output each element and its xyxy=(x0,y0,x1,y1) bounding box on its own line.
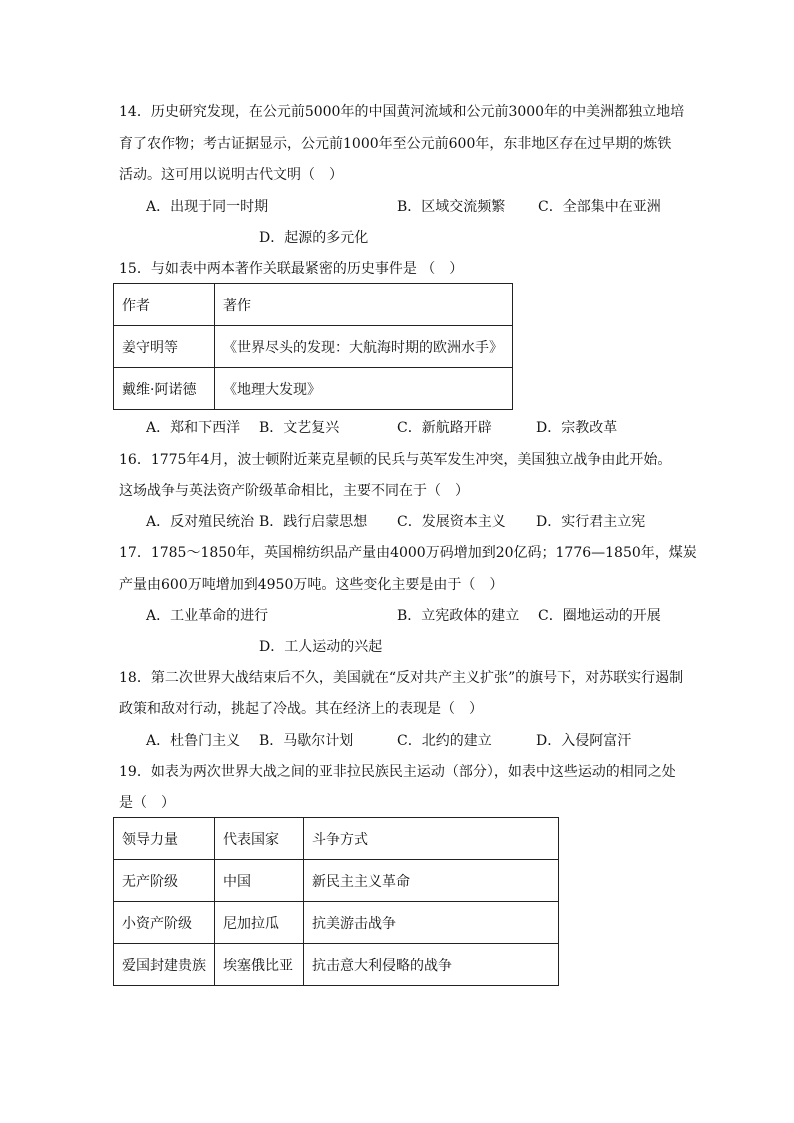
table-cell: 《世界尽头的发现：大航海时期的欧洲水手》 xyxy=(215,326,513,368)
table-cell: 小资产阶级 xyxy=(114,902,215,944)
table-cell: 无产阶级 xyxy=(114,860,215,902)
table-cell: 尼加拉瓜 xyxy=(215,902,304,944)
table-header-cell: 作者 xyxy=(114,284,215,326)
q16-stem-line2: 这场战争与英法资产阶级革命相比，主要不同在于（ ） xyxy=(119,483,469,499)
table-header-cell: 斗争方式 xyxy=(304,818,559,860)
table-cell: 中国 xyxy=(215,860,304,902)
q16-stem-line1: 16．1775年4月，波士顿附近莱克星顿的民兵与英军发生冲突，美国独立战争由此开始。 xyxy=(119,452,672,468)
q15-option-b: B．文艺复兴 xyxy=(259,420,340,436)
q15-table xyxy=(113,283,513,410)
q18-option-d: D．入侵阿富汗 xyxy=(536,733,632,749)
q19-stem-line1: 19．如表为两次世界大战之间的亚非拉民族民主运动（部分），如表中这些运动的相同之处 xyxy=(119,764,676,780)
table-row xyxy=(114,368,513,410)
q14-stem-line2: 育了农作物；考古证据显示，公元前1000年至公元前600年，东非地区存在过早期的炼铁 xyxy=(119,136,672,152)
table-cell: 埃塞俄比亚 xyxy=(215,944,304,986)
table-cell: 《地理大发现》 xyxy=(215,368,513,410)
table-cell: 抗击意大利侵略的战争 xyxy=(304,944,559,986)
q18-stem-line1: 18．第二次世界大战结束后不久，美国就在“反对共产主义扩张”的旗号下，对苏联实行遏制 xyxy=(119,670,684,686)
q14-option-c: C．全部集中在亚洲 xyxy=(538,199,661,215)
table-header-cell: 代表国家 xyxy=(215,818,304,860)
q19-stem-line2: 是（ ） xyxy=(119,795,175,811)
q18-option-b: B．马歇尔计划 xyxy=(259,733,354,749)
q18-option-a: A．杜鲁门主义 xyxy=(146,733,241,749)
q17-stem-line2: 产量由600万吨增加到4950万吨。这些变化主要是由于（ ） xyxy=(119,577,504,593)
q17-option-a: A．工业革命的进行 xyxy=(146,608,269,624)
table-cell: 戴维·阿诺德 xyxy=(114,368,215,410)
q14-option-b: B．区域交流频繁 xyxy=(397,199,506,215)
table-cell: 抗美游击战争 xyxy=(304,902,559,944)
q15-option-d: D．宗教改革 xyxy=(536,420,618,436)
q15-option-c: C．新航路开辟 xyxy=(397,420,492,436)
q17-stem-line1: 17．1785～1850年，英国棉纺织品产量由4000万码增加到20亿码；1776—1850年，煤炭 xyxy=(119,545,697,561)
q16-option-b: B．践行启蒙思想 xyxy=(259,514,368,530)
table-header-row xyxy=(114,284,513,326)
q19-table xyxy=(113,817,559,986)
q17-option-c: C．圈地运动的开展 xyxy=(538,608,661,624)
table-row xyxy=(114,860,559,902)
table-row xyxy=(114,326,513,368)
q17-option-b: B．立宪政体的建立 xyxy=(397,608,520,624)
table-row xyxy=(114,944,559,986)
table-cell: 爱国封建贵族 xyxy=(114,944,215,986)
q15-stem: 15．与如表中两本著作关联最紧密的历史事件是 （ ） xyxy=(119,261,464,277)
q15-option-a: A．郑和下西洋 xyxy=(146,420,241,436)
q16-option-c: C．发展资本主义 xyxy=(397,514,506,530)
table-cell: 姜守明等 xyxy=(114,326,215,368)
table-header-row xyxy=(114,818,559,860)
q18-option-c: C．北约的建立 xyxy=(397,733,492,749)
table-header-cell: 领导力量 xyxy=(114,818,215,860)
q17-option-d: D．工人运动的兴起 xyxy=(259,639,383,655)
q14-stem-line1: 14．历史研究发现，在公元前5000年的中国黄河流域和公元前3000年的中美洲都独立地培 xyxy=(119,104,685,120)
table-cell: 新民主主义革命 xyxy=(304,860,559,902)
q14-stem-line3: 活动。这可用以说明古代文明（ ） xyxy=(119,167,343,183)
q16-option-a: A．反对殖民统治 xyxy=(146,514,255,530)
q14-option-a: A．出现于同一时期 xyxy=(146,199,269,215)
q14-option-d: D．起源的多元化 xyxy=(259,230,369,246)
q18-stem-line2: 政策和敌对行动，挑起了冷战。其在经济上的表现是（ ） xyxy=(119,701,483,717)
table-row xyxy=(114,902,559,944)
table-header-cell: 著作 xyxy=(215,284,513,326)
q16-option-d: D．实行君主立宪 xyxy=(536,514,646,530)
